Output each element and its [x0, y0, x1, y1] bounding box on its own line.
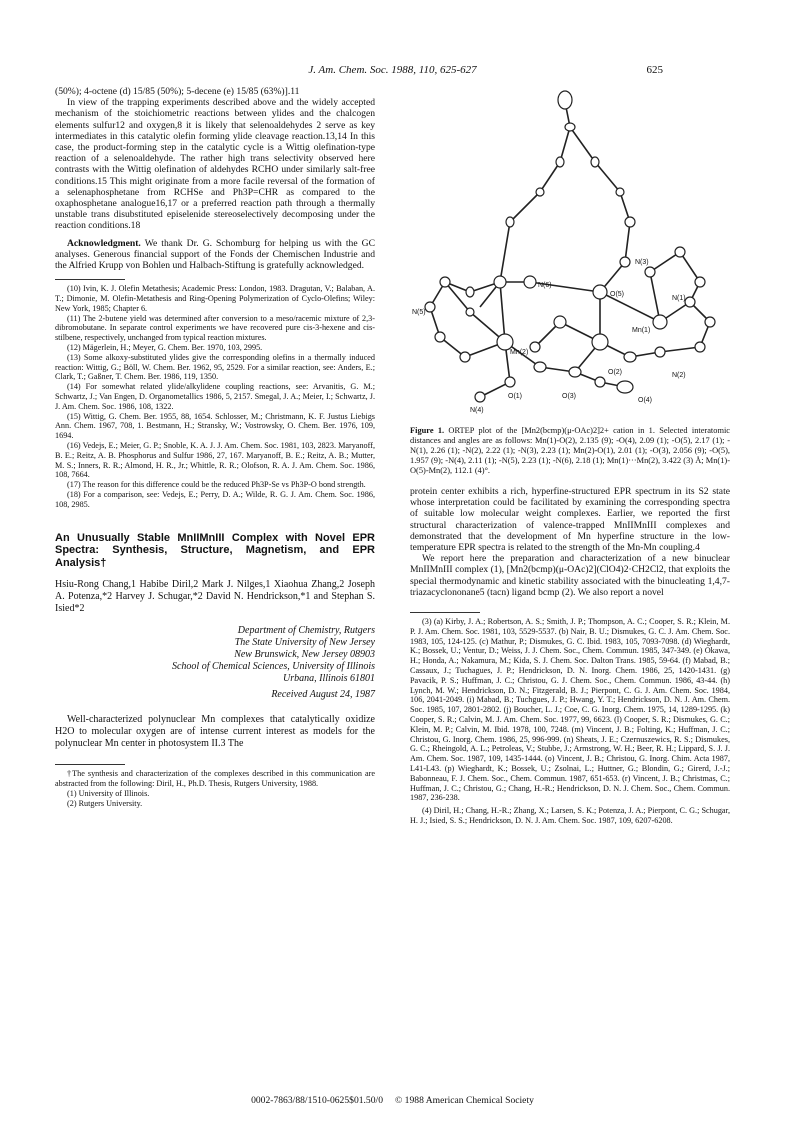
paragraph-protein-center: protein center exhibits a rich, hyperfine-structured EPR spectrum in its S2 state whose interpretation could be facilitated by examining the corresponding spectra of suitable low molecular weight complexes. Earlier, we reported the first structural characterization of valence-trapped MnIIMnIII complexes and demonstrated that the development of Mn hyperfine structure in the low-temperature EPR spectra is related to the strength of the Mn-Mn coupling.4 — [410, 486, 730, 554]
left-column — [55, 86, 375, 808]
atom-label: Mn(2) — [510, 349, 529, 356]
atom-label: N(5) — [412, 309, 426, 316]
acknowledgment — [55, 238, 375, 272]
atom-label: O(5) — [610, 291, 624, 298]
atom-label: N(1) — [672, 295, 686, 302]
page-number: 625 — [646, 64, 663, 76]
page-footer — [0, 1095, 785, 1106]
atom-label: N(4) — [470, 407, 484, 414]
reference-item: (15) Wittig, G. Chem. Ber. 1955, 88, 1654. Schlosser, M.; Christmann, K. F. Justus Liebigs Ann. Chem. 1967, 708, 1. Bestmann, H.; Stransky, W.; Vostrowsky, O. Chem. Ber. 1976, 109, 1694. — [55, 411, 375, 441]
atom-label: N(6) — [538, 282, 552, 289]
atom-label: O(1) — [508, 393, 522, 400]
reference-item: (3) (a) Kirby, J. A.; Robertson, A. S.; Smith, J. P.; Thompson, A. C.; Cooper, S. R.; Klein, M. P. J. Am. Chem. Soc. 1981, 103, 5529-5537. (b) Nair, B. U.; Dismukes, G. C. J. Am. Chem. Soc. 1983, 105, 124-125. (c) Mathur, P.; Dismukes, G. C. Ibid. 1983, 105, 7093-7098. (d) Wieghardt, K.; Bossek, U.; Ventur, D.; Weiss, J. J. Chem. Soc., Chem. Commun. 1985, 347-349. (e) Okawa, H.; Honda, A.; Nakamura, M.; Kida, S. J. Chem. Soc. Dalton Trans. 1985, 59-64. (f) Mabad, B.; Cassaux, J.; Tuchagues, J. P.; Hendrickson, D. N. Inorg. Chem. 1986, 25, 1420-1431. (g) Pavacik, P. S.; Huffman, J. C.; Christou, G. J. Chem. Soc., Chem. Commun. 1986, 43-44. (h) Lynch, M. W.; Hendrickson, D. N.; Fitzgerald, B. J.; Pierpont, C. G. J. Am. Chem. Soc. 1984, 106, 2041-2049. (i) Mabad, B.; Tuchgues, J. P.; Hwang, Y. T.; Hendrickson, D. N. J. Am. Chem. Soc. 1985, 107, 2801-2802. (j) Boucher, L. J.; Coe, C. G. Inorg. Chem. 1975, 14, 1289-1295. (k) Cooper, S. R.; Calvin, M. J. Am. Chem. Soc. 1977, 99, 6623. (l) Cooper, S. R.; Dismukes, G. C.; Klein, M. P.; Calvin, M. Ibid. 1978, 100, 7248. (m) Vincent, J. B.; Folting, K.; Huffman, J. C.; Christou, G. Inorg. Chem. 1986, 25, 996-999. (n) Sheats, J. E.; Czernuszewics, R. S.; Dismukes, G. C.; Rheingold, A. L.; Petroleas, V.; Stubbe, J.; Armstrong, W. H.; Beer, R. H.; Lippard, S. J. J. Am. Chem. Soc. 1987, 109, 1435-1444. (o) Vincent, J. B.; Christou, G. Inorg. Chim. Acta 1987, L41-L43. (p) Wieghardt, K.; Bossek, U.; Zsolnai, L.; Huttner, G.; Blondin, G.; Girerd, J.-J.; Babonneau, F. J. Chem. Soc., Chem. Commun. 1987, 651-653. (r) Vincent, J. B.; Christmas, C.; Huffman, J. C.; Christou, G.; Chang, H.-R.; Hendrickson, D. N. J. Chem. Soc., Chem. Commun. 1987, 236-238. — [410, 617, 730, 803]
paragraph-mechanism: In view of the trapping experiments described above and the widely accepted mechanism of the stoichiometric reactions between ylides and the chalcogen elements sulfur12 and oxygen,8 it is likely that selenoaldehydes 2 serve as key intermediates in this catalytic olefin forming ylide cleavage reaction.13,14 In this case, the product-forming step in the catalytic cycle is a Wittig olefination-type reaction of a selenoaldehyde. The rather high trans selectivity observed here contrasts with the Wittig olefination of aldehydes RCHO under similarly salt-free conditions.15 This might originate from a more facile reversal of the formation of a selenaphosphetane from RCHSe and Ph3P=CHR as compared to the oxaphosphetane analogue16,17 or a preferred reaction path through a thermally unstable trans disubstituted episelenide stereoselectively decomposing under the reaction conditions.18 — [55, 97, 375, 232]
atom-ellipsoids — [425, 91, 715, 402]
reference-divider — [55, 279, 125, 280]
reference-item: (4) Diril, H.; Chang, H.-R.; Zhang, X.; Larsen, S. K.; Potenza, J. A.; Pierpont, C. G.; Schugar, H. J.; Isied, S. S.; Hendrickson, D. N. J. Am. Chem. Soc. 1987, 109, 6207-6208. — [410, 806, 730, 825]
affiliation-line: Urbana, Illinois 61801 — [283, 673, 375, 685]
footnote-item: †The synthesis and characterization of the complexes described in this communication are abstracted from the following: Diril, H., Ph.D. Thesis, Rutgers University, 1988. — [55, 769, 375, 789]
references-right — [410, 617, 730, 826]
journal-citation: J. Am. Chem. Soc. 1988, 110, 625-627 — [308, 64, 477, 76]
figure-caption-text: ORTEP plot of the [Mn2(bcmp)(μ-OAc)2]2+ cation in 1. Selected interatomic distances and angles are as follows: Mn(1)-O(2), 2.135 (9); -O(4), 2.09 (1); -O(5), 2.17 (1); -N(1), 2.26 (1); -N(2), 2.22 (1); -N(3), 2.23 (1); Mn(2)-O(1), 2.01 (1); -O(3), 2.056 (9); -O(5), 1.957 (9); -N(4), 2.11 (1); -N(5), 2.23 (1); -N(6), 2.18 (1); Mn(1)···Mn(2), 3.422 (3) Å; Mn(1)-O(5)-Mn(2), 112.1 (4)°. — [410, 426, 731, 475]
atom-labels — [412, 259, 686, 414]
reference-item: (14) For somewhat related ylide/alkylidene coupling reactions, see: Arvanitis, G. M.; Schwartz, J.; Van Engen, D. Organometallics 1986, 5, 2157. Smegal, J. A.; Meier, I.; Schwartz, J. J. Am. Chem. Soc. 1986, 108, 1322. — [55, 382, 375, 411]
affiliation-line: New Brunswick, New Jersey 08903 — [234, 649, 375, 661]
ortep-structure-diagram — [410, 82, 730, 422]
affiliation-line: School of Chemical Sciences, University of Illinois — [171, 661, 375, 673]
atom-label: O(3) — [562, 393, 576, 400]
reference-item: (17) The reason for this difference could be the reduced Ph3P-Se vs Ph3P-O bond strength. — [67, 480, 366, 490]
atom-label: O(2) — [608, 369, 622, 376]
reference-item: (13) Some alkoxy-substituted ylides give the corresponding olefins in a thermally induced reaction: Wittig, G.; Böll, W. Chem. Ber. 1962, 95, 2529. For a similar reaction, see: Anders, E.; Clark, T.; Gaßner, T. Chem. Ber. 1986, 119, 1350. — [55, 352, 375, 382]
right-column — [410, 82, 730, 826]
references-left — [55, 284, 375, 509]
bond-network — [430, 102, 710, 397]
intro-paragraph: Well-characterized polynuclear Mn complexes that catalytically oxidize H2O to molecular oxygen are of intense current interest as models for the polynuclear Mn center in photosystem II.3 The — [55, 714, 375, 750]
paragraph-report: We report here the preparation and characterization of a new binuclear MnIIMnIII complex (1), [Mn2(bcmp)(μ-OAc)2](ClO4)2·CH2Cl2, that exploits the special thermodynamic and kinetic stability associated with the binucleating 1,4,7-triazacyclononane5 (tacn) ligand bcmp (2). We also report a novel — [410, 553, 730, 598]
acknowledgment-label: Acknowledgment. — [67, 237, 141, 249]
reference-item: (12) Mägerlein, H.; Meyer, G. Chem. Ber. 1970, 103, 2995. — [67, 343, 263, 353]
atom-label: N(3) — [635, 259, 649, 266]
affiliation-line: Department of Chemistry, Rutgers — [237, 625, 375, 637]
received-date: Received August 24, 1987 — [271, 689, 375, 701]
reference-item: (18) For a comparison, see: Vedejs, E.; Perry, D. A.; Wilde, R. G. J. Am. Chem. Soc. 1986, 108, 2985. — [55, 489, 375, 509]
reference-item: (11) The 2-butene yield was determined after conversion to a meso/racemic mixture of 2,3-dibromobutane. In separate control experiments we have recovered pure cis-3-hexene and cis-stilbene, respectively, unchanged from typical reaction mixtures. — [55, 313, 375, 343]
article-title: An Unusually Stable MnIIMnIII Complex with Novel EPR Spectra: Synthesis, Structure, Magnetism, and EPR Analysis† — [55, 531, 375, 569]
figure-caption-label: Figure 1. — [410, 426, 445, 435]
acknowledgment-text: We thank Dr. G. Schomburg for helping us with the GC analyses. Generous financial support of the Fonds der Chemischen Industrie and the Alfried Krupp von Bohlen und Halbach-Stiftung is gratefully acknowledged. — [55, 237, 375, 272]
affiliations — [55, 625, 375, 685]
figure-caption — [410, 426, 730, 476]
footnote-item: (1) University of Illinois. — [67, 788, 150, 798]
figure-ortep — [410, 82, 730, 422]
page-header — [0, 64, 785, 80]
copyright: © 1988 American Chemical Society — [395, 1095, 534, 1106]
article-code: 0002-7863/88/1510-0625$01.50/0 — [251, 1095, 383, 1106]
atom-label: Mn(1) — [632, 327, 651, 334]
atom-label: O(4) — [638, 397, 652, 404]
footnotes — [55, 769, 375, 808]
footnote-item: (2) Rutgers University. — [67, 798, 143, 808]
footnote-divider — [55, 764, 125, 765]
author-list: Hsiu-Rong Chang,1 Habibe Diril,2 Mark J. Nilges,1 Xiaohua Zhang,2 Joseph A. Potenza,*2 Harvey J. Schugar,*2 David N. Hendrickson,*1 and Stephan S. Isied*2 — [55, 579, 375, 615]
reference-item: (10) Ivin, K. J. Olefin Metathesis; Academic Press: London, 1983. Dragutan, V.; Balaban, A. T.; Dimonie, M. Olefin-Metathesis and Ring-Opening Polymerization of Cyclo-Olefins; Wiley: New York, 1985; Chapter 6. — [55, 284, 375, 313]
affiliation-line: The State University of New Jersey — [234, 637, 375, 649]
reference-divider — [410, 612, 480, 613]
reference-item: (16) Vedejs, E.; Meier, G. P.; Snoble, K. A. J. J. Am. Chem. Soc. 1981, 103, 2823. Maryanoff, B. E.; Reitz, A. B. Phosphorus and Sulfur 1986, 27, 167. Maryanoff, B. E.; Reitz, A. B.; Mutter, M. S.; Inners, R. R.; Almond, H. R., Jr.; Whittle, R. R.; Olofson, R. A. J. Am. Chem. Soc. 1986, 108, 7664. — [55, 441, 375, 480]
atom-label: N(2) — [672, 372, 686, 379]
paragraph-continuation: (50%); 4-octene (d) 15/85 (50%); 5-decene (e) 15/85 (63%)].11 — [55, 86, 300, 97]
